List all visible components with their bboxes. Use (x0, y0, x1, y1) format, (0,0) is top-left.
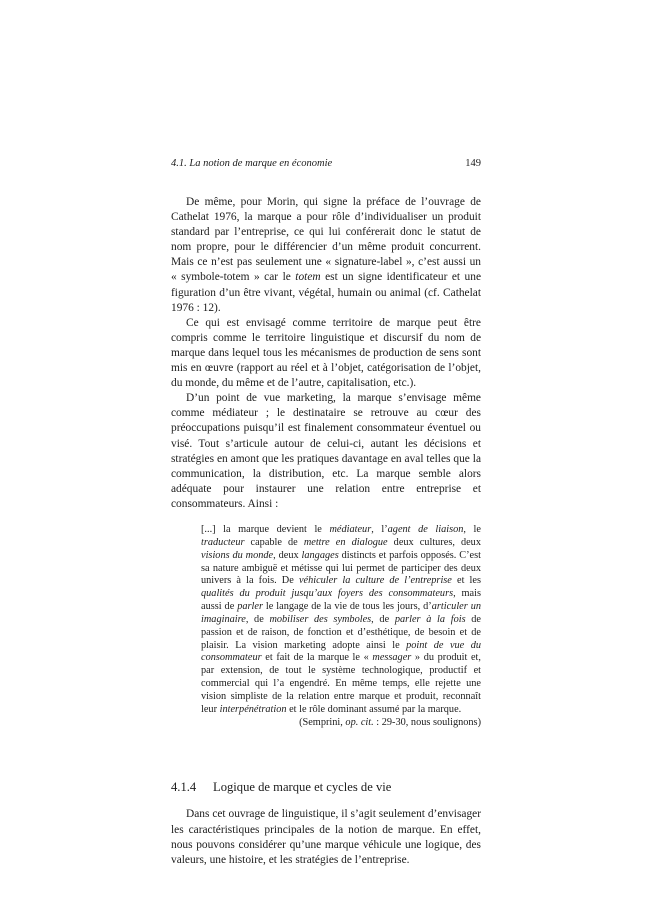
text-run: Ce qui est envisagé comme territoire de marque peut être compris comme le territoire linguistique et discursif du nom de marque dans lequel tous les mécanismes de production de sens sont mis en œuvre (rapport au réel et à l’objet, catégorisation de l’objet, du monde, du même et de l’autre, capitalisation, etc.). (171, 316, 481, 390)
section-number: 4.1.4 (171, 780, 197, 795)
text-run: capable de (244, 536, 304, 548)
text-run: distincts et parfois opposés. C’est sa nature ambiguë et métisse qui lui permet de participer des deux univers à la fois. De (201, 549, 481, 587)
body-paragraph (171, 391, 481, 512)
text-run: et fait de la marque le « (261, 652, 373, 664)
emphasized-text: langages (301, 549, 339, 561)
emphasized-text: traducteur (201, 536, 245, 548)
emphasized-text: articuler un imaginaire (201, 601, 481, 625)
emphasized-text: point de vue du consommateur (201, 639, 481, 664)
block-quote (171, 524, 481, 730)
text-run: , l’ (371, 523, 388, 535)
emphasized-text: visions du monde (201, 549, 274, 561)
emphasized-text: totem (295, 271, 321, 284)
emphasized-text: médiateur (329, 523, 372, 535)
text-run: (Semprini, (299, 716, 346, 728)
quote-text (201, 524, 481, 717)
emphasized-text: véhiculer la culture de l’entreprise (298, 575, 452, 587)
emphasized-text: interpénétration (219, 703, 287, 715)
text-run: , de (245, 613, 270, 625)
text-run: , de (371, 613, 395, 625)
book-page (171, 158, 481, 868)
text-run: de passion et de raison, de fonction et d’esthétique, de besoin et de plaisir. La vision marketing adopte ainsi le (201, 613, 481, 651)
text-run: et le rôle dominant assumé par la marque. (286, 703, 462, 715)
emphasized-text: messager (372, 652, 412, 664)
emphasized-text: agent de liaison (387, 523, 464, 535)
page-number: 149 (465, 158, 481, 169)
section-title: Logique de marque et cycles de vie (213, 780, 392, 795)
text-run: , mais aussi de (201, 588, 481, 613)
emphasized-text: mettre en dialogue (303, 536, 388, 548)
text-run: : 29-30, nous soulignons) (373, 716, 481, 728)
text-run: , le (463, 523, 481, 535)
emphasized-text: op. cit. (345, 716, 374, 728)
text-run: D’un point de vue marketing, la marque s’envisage même comme médiateur ; le destinataire se retrouve au cœur des préoccupations puisqu’il est finalement consommateur éventuel ou visé. Tout s’articule autour de celui-ci, autant les décisions et stratégies en amont que les pratiques davantage en aval telles que la communication, la distribution, etc. La marque semble alors adéquate pour instaurer une relation entre entreprise et consommateurs. Ainsi : (171, 392, 481, 510)
emphasized-text: mobiliser des symboles (269, 613, 372, 625)
emphasized-text: parler (237, 601, 263, 613)
body-paragraph (171, 195, 481, 316)
body-paragraph (171, 807, 481, 867)
text-run: » du produit et, par extension, de tout le système technologique, productif et commercial qui l’a engendré. En même temps, elle rejette une vision simpliste de la relation entre marque et produit, reconnaît leur (201, 652, 481, 715)
section-heading (171, 780, 481, 795)
text-run: [...] la marque devient le (201, 523, 330, 535)
emphasized-text: qualités du produit jusqu’aux foyers des consommateurs (201, 588, 454, 600)
running-header-title: 4.1. La notion de marque en économie (171, 158, 333, 169)
running-header (171, 158, 481, 172)
text-run: est un signe identificateur et une figuration d’un être vivant, végétal, humain ou animal (cf. Cathelat 1976 : 12). (171, 271, 482, 314)
text-run: De même, pour Morin, qui signe la préface de l’ouvrage de Cathelat 1976, la marque a pour rôle d’individualiser un produit standard par l’entreprise, ce qui lui conférerait donc le statut de nom propre, pour le différencier d’un même produit concurrent. Mais ce n’est pas seulement une « signature-label », c’est aussi un « symbole-totem » car le (171, 196, 481, 284)
quote-source (201, 717, 481, 730)
emphasized-text: parler à la fois (394, 613, 466, 625)
text-run: le langage de la vie de tous les jours, d’ (262, 601, 432, 613)
text-run: deux cultures, deux (387, 536, 481, 548)
text-run: Dans cet ouvrage de linguistique, il s’agit seulement d’envisager les caractéristiques principales de la notion de marque. En effet, nous pouvons considérer qu’une marque véhicule une logique, des valeurs, une histoire, et les stratégies de l’entreprise. (171, 808, 481, 866)
body-paragraph (171, 316, 481, 391)
text-run: et les (451, 575, 481, 587)
text-run: , deux (273, 549, 302, 561)
